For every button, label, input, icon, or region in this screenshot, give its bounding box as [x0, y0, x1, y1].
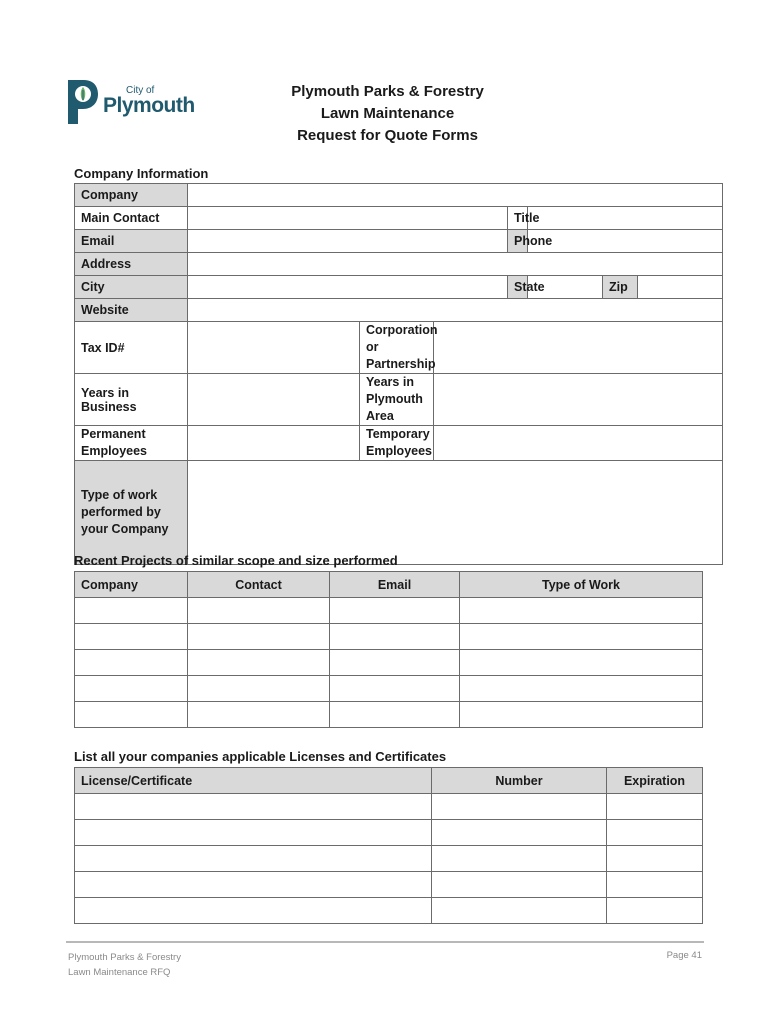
project-contact-cell[interactable] [188, 650, 330, 676]
table-row [75, 846, 703, 872]
license-name-cell[interactable] [75, 872, 432, 898]
title-line-2: Lawn Maintenance [320, 105, 455, 122]
tax-id-field[interactable] [188, 322, 360, 374]
company-info-table [74, 183, 723, 565]
projects-col-email: Email [330, 572, 460, 598]
project-work-cell[interactable] [460, 650, 703, 676]
project-work-cell[interactable] [460, 624, 703, 650]
email-field[interactable] [188, 230, 508, 253]
website-label: Website [75, 299, 188, 322]
years-plymouth-line-1: Years in [366, 375, 414, 389]
project-contact-cell[interactable] [188, 598, 330, 624]
page-number: Page 41 [666, 950, 702, 961]
permanent-employees-field[interactable] [188, 426, 360, 461]
license-name-cell[interactable] [75, 846, 432, 872]
table-row [75, 676, 703, 702]
footer-left [68, 950, 181, 980]
footer-divider [66, 941, 704, 943]
projects-col-type-of-work: Type of Work [460, 572, 703, 598]
table-row [75, 598, 703, 624]
company-info-heading: Company Information [74, 166, 209, 181]
company-field[interactable] [188, 184, 723, 207]
page-title [230, 81, 545, 147]
table-row [75, 820, 703, 846]
project-email-cell[interactable] [330, 598, 460, 624]
years-in-business-field[interactable] [188, 374, 360, 426]
project-company-cell[interactable] [75, 702, 188, 728]
project-work-cell[interactable] [460, 598, 703, 624]
license-name-cell[interactable] [75, 794, 432, 820]
phone-label: Phone [508, 230, 528, 253]
projects-col-contact: Contact [188, 572, 330, 598]
project-email-cell[interactable] [330, 624, 460, 650]
corporation-partnership-field[interactable] [434, 322, 723, 374]
licenses-col-expiration: Expiration [607, 768, 703, 794]
project-contact-cell[interactable] [188, 624, 330, 650]
tax-id-label: Tax ID# [75, 322, 188, 374]
table-row [75, 898, 703, 924]
table-row [75, 650, 703, 676]
project-email-cell[interactable] [330, 676, 460, 702]
licenses-table [74, 767, 703, 924]
years-plymouth-field[interactable] [434, 374, 723, 426]
project-email-cell[interactable] [330, 650, 460, 676]
license-expiration-cell[interactable] [607, 820, 703, 846]
temporary-line-1: Temporary [366, 427, 430, 441]
project-contact-cell[interactable] [188, 676, 330, 702]
project-work-cell[interactable] [460, 676, 703, 702]
temporary-employees-field[interactable] [434, 426, 723, 461]
logo-city-of: City of [126, 85, 155, 96]
title-label: Title [508, 207, 528, 230]
logo-plymouth: Plymouth [103, 94, 195, 117]
license-expiration-cell[interactable] [607, 794, 703, 820]
years-plymouth-line-2: Plymouth Area [366, 392, 423, 423]
address-field[interactable] [188, 253, 723, 276]
zip-label: Zip [603, 276, 638, 299]
temporary-line-2: Employees [366, 444, 433, 458]
years-in-business-label: Years in Business [75, 374, 188, 426]
license-name-cell[interactable] [75, 898, 432, 924]
type-of-work-field[interactable] [188, 461, 723, 565]
project-email-cell[interactable] [330, 702, 460, 728]
license-expiration-cell[interactable] [607, 898, 703, 924]
table-row [75, 624, 703, 650]
company-label: Company [75, 184, 188, 207]
license-number-cell[interactable] [432, 846, 607, 872]
main-contact-field[interactable] [188, 207, 508, 230]
website-field[interactable] [188, 299, 723, 322]
corp-label-line-1: Corporation or [366, 323, 438, 354]
footer-line-2: Lawn Maintenance RFQ [68, 967, 171, 978]
licenses-col-number: Number [432, 768, 607, 794]
license-number-cell[interactable] [432, 898, 607, 924]
type-of-work-line-3: your Company [81, 522, 169, 536]
licenses-col-license: License/Certificate [75, 768, 432, 794]
project-company-cell[interactable] [75, 676, 188, 702]
city-label: City [75, 276, 188, 299]
title-field[interactable] [528, 207, 723, 230]
main-contact-label: Main Contact [75, 207, 188, 230]
years-plymouth-label [360, 374, 434, 426]
projects-heading: Recent Projects of similar scope and size performed [74, 553, 398, 568]
state-label: State [508, 276, 528, 299]
plymouth-p-logo-icon [66, 78, 100, 126]
phone-field[interactable] [528, 230, 723, 253]
projects-col-company: Company [75, 572, 188, 598]
permanent-employees-label [75, 426, 188, 461]
permanent-line-1: Permanent [81, 427, 146, 441]
email-label: Email [75, 230, 188, 253]
project-contact-cell[interactable] [188, 702, 330, 728]
project-company-cell[interactable] [75, 650, 188, 676]
project-company-cell[interactable] [75, 624, 188, 650]
license-expiration-cell[interactable] [607, 846, 703, 872]
type-of-work-line-2: performed by [81, 505, 161, 519]
project-company-cell[interactable] [75, 598, 188, 624]
license-number-cell[interactable] [432, 872, 607, 898]
license-expiration-cell[interactable] [607, 872, 703, 898]
licenses-heading: List all your companies applicable Licenses and Certificates [74, 749, 447, 764]
title-line-3: Request for Quote Forms [297, 127, 478, 144]
zip-field[interactable] [638, 276, 723, 299]
project-work-cell[interactable] [460, 702, 703, 728]
temporary-employees-label [360, 426, 434, 461]
type-of-work-line-1: Type of work [81, 488, 158, 502]
projects-table [74, 571, 703, 728]
city-field[interactable] [188, 276, 508, 299]
corporation-partnership-label [360, 322, 438, 374]
table-row [75, 702, 703, 728]
footer-line-1: Plymouth Parks & Forestry [68, 952, 181, 963]
table-row [75, 794, 703, 820]
title-line-1: Plymouth Parks & Forestry [291, 83, 484, 100]
license-number-cell[interactable] [432, 794, 607, 820]
license-name-cell[interactable] [75, 820, 432, 846]
table-row [75, 872, 703, 898]
license-number-cell[interactable] [432, 820, 607, 846]
address-label: Address [75, 253, 188, 276]
type-of-work-label [75, 461, 188, 565]
city-logo [66, 78, 195, 126]
corp-label-line-2: Partnership [366, 357, 436, 371]
permanent-line-2: Employees [81, 444, 148, 458]
